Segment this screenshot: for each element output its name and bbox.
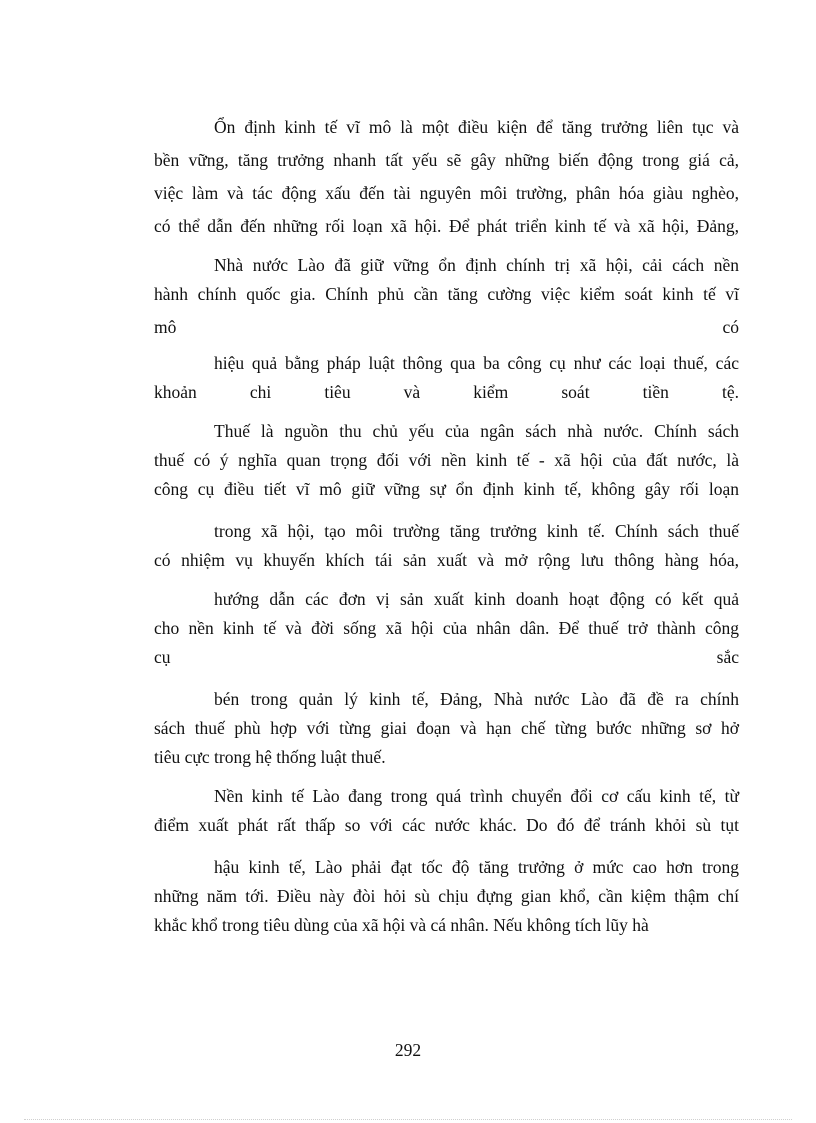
text-line: có nhiệm vụ khuyến khích tái sản xuất và mở rộng lưu thông hàng hóa, [154, 550, 739, 570]
text-line: hậu kinh tế, Lào phải đạt tốc độ tăng trưởng ở mức cao hơn trong [214, 857, 739, 877]
text-line: Nhà nước Lào đã giữ vững ổn định chính trị xã hội, cải cách nền [214, 255, 739, 275]
text-line: tiêu cực trong hệ thống luật thuế. [154, 747, 386, 767]
text-line: có thể dẫn đến những rối loạn xã hội. Để phát triển kinh tế và xã hội, Đảng, [154, 216, 739, 236]
text-line: Ổn định kinh tế vĩ mô là một điều kiện để tăng trưởng liên tục và [214, 117, 739, 137]
text-line: cụ sắc [154, 647, 739, 667]
page-bottom-divider [24, 1119, 792, 1120]
text-line: trong xã hội, tạo môi trường tăng trưởng kinh tế. Chính sách thuế [214, 521, 739, 541]
text-line: bén trong quản lý kinh tế, Đảng, Nhà nước Lào đã đề ra chính [214, 689, 739, 709]
page-number: 292 [394, 1040, 422, 1060]
text-line: mô có [154, 317, 739, 337]
text-line: Nền kinh tế Lào đang trong quá trình chuyển đổi cơ cấu kinh tế, từ [214, 786, 739, 806]
text-line: cho nền kinh tế và đời sống xã hội của nhân dân. Để thuế trở thành công [154, 618, 739, 638]
text-line: thuế có ý nghĩa quan trọng đối với nền kinh tế - xã hội của đất nước, là [154, 450, 739, 470]
text-line: khắc khổ trong tiêu dùng của xã hội và cá nhân. Nếu không tích lũy hà [154, 915, 649, 935]
text-line: Thuế là nguồn thu chủ yếu của ngân sách nhà nước. Chính sách [214, 421, 739, 441]
text-line: sách thuế phù hợp với từng giai đoạn và hạn chế từng bước những sơ hở [154, 718, 739, 738]
text-line: hướng dẫn các đơn vị sản xuất kinh doanh hoạt động có kết quả [214, 589, 739, 609]
text-line: điểm xuất phát rất thấp so với các nước khác. Do đó để tránh khỏi sù tụt [154, 815, 739, 835]
text-line: hiệu quả bằng pháp luật thông qua ba công cụ như các loại thuế, các [214, 353, 739, 373]
text-line: khoản chi tiêu và kiểm soát tiền tệ. [154, 382, 739, 402]
text-line: công cụ điều tiết vĩ mô giữ vững sự ổn định kinh tế, không gây rối loạn [154, 479, 739, 499]
body-text [154, 117, 739, 935]
text-line: bền vững, tăng trưởng nhanh tất yếu sẽ gây những biến động trong giá cả, [154, 150, 739, 170]
text-line: hành chính quốc gia. Chính phủ cần tăng cường việc kiểm soát kinh tế vĩ [154, 284, 739, 304]
text-line: những năm tới. Điều này đòi hỏi sù chịu đựng gian khổ, cần kiệm thậm chí [154, 886, 739, 906]
text-line: việc làm và tác động xấu đến tài nguyên môi trường, phân hóa giàu nghèo, [154, 183, 739, 203]
